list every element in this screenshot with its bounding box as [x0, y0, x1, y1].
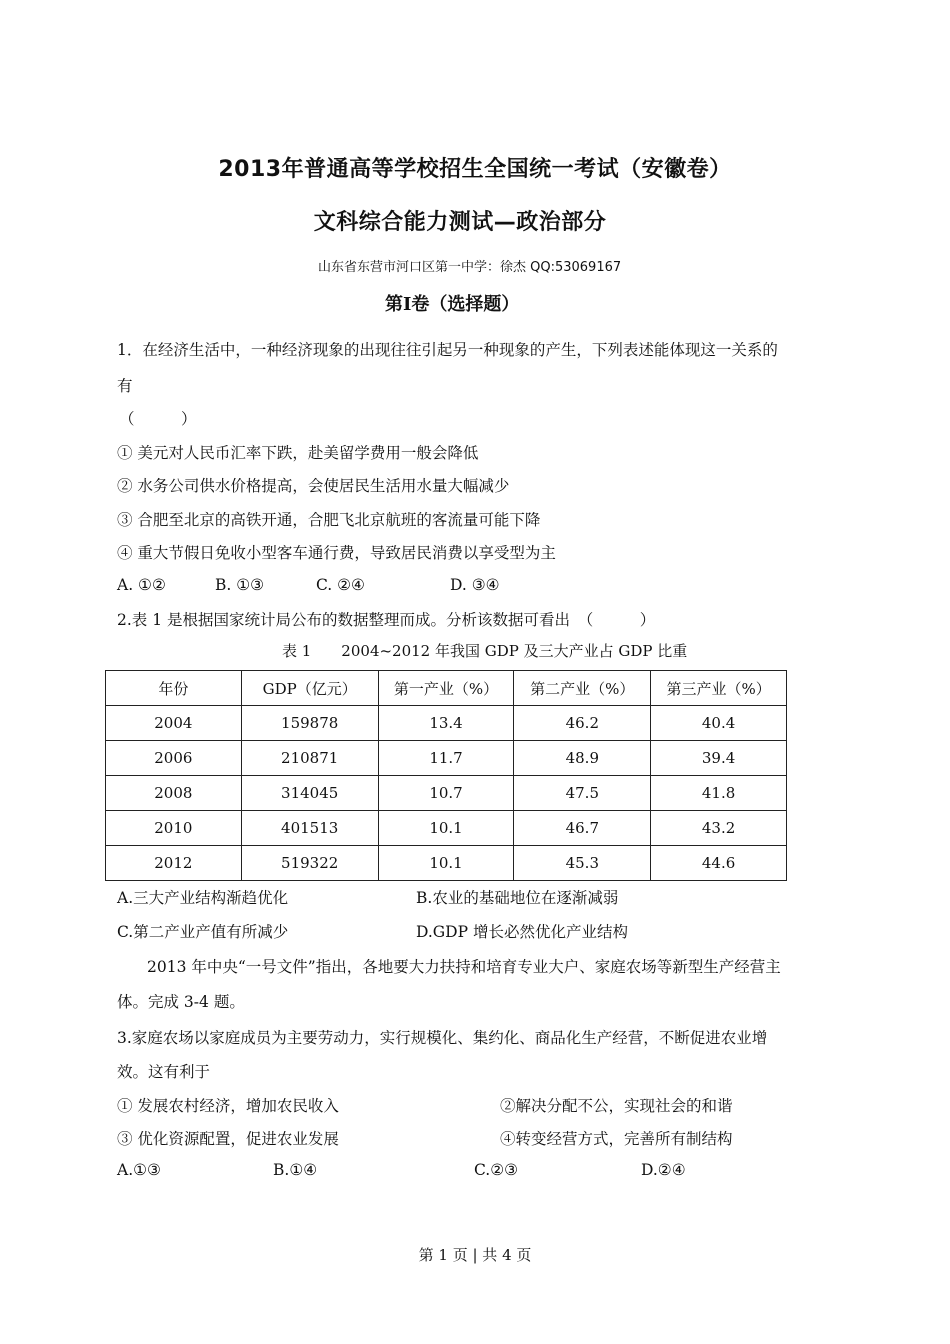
- q1-item-2: ② 水务公司供水价格提高，会使居民生活用水量大幅减少: [117, 477, 510, 495]
- q3-option-d: D.②④: [641, 1161, 686, 1179]
- table-header-cell: 第三产业（%）: [651, 671, 787, 706]
- table-cell: 43.2: [651, 811, 787, 846]
- q1-item-4: ④ 重大节假日免收小型客车通行费，导致居民消费以享受型为主: [117, 544, 556, 562]
- q3-stem: 3.家庭农场以家庭成员为主要劳动力，实行规模化、集约化、商品化生产经营，不断促进农业增: [117, 1029, 768, 1047]
- q3-item-2: ②解决分配不公，实现社会的和谐: [500, 1097, 733, 1115]
- passage-text-cont: 体。完成 3-4 题。: [117, 993, 245, 1011]
- q1-stem: 1．在经济生活中，一种经济现象的出现往往引起另一种现象的产生，下列表述能体现这一关系的: [117, 341, 778, 359]
- table-header-cell: GDP（亿元）: [241, 671, 378, 706]
- table-cell: 314045: [241, 776, 378, 811]
- table-cell: 44.6: [651, 846, 787, 881]
- q3-item-3: ③ 优化资源配置，促进农业发展: [117, 1130, 339, 1148]
- table-header-cell: 第二产业（%）: [514, 671, 651, 706]
- q1-stem-cont: 有: [117, 377, 133, 395]
- table-cell: 2004: [106, 706, 242, 741]
- table-cell: 2012: [106, 846, 242, 881]
- table-row: [106, 846, 787, 881]
- q3-option-b: B.①④: [273, 1161, 318, 1179]
- q3-option-c: C.②③: [474, 1161, 519, 1179]
- table-cell: 2010: [106, 811, 242, 846]
- q3-item-4: ④转变经营方式，完善所有制结构: [500, 1130, 733, 1148]
- table-cell: 10.7: [378, 776, 514, 811]
- table-cell: 159878: [241, 706, 378, 741]
- table-cell: 41.8: [651, 776, 787, 811]
- volume-heading: 第Ⅰ卷（选择题）: [385, 294, 520, 315]
- q2-stem: 2.表 1 是根据国家统计局公布的数据整理而成。分析该数据可看出 （ ）: [117, 611, 656, 629]
- page-footer: 第 1 页 | 共 4 页: [418, 1246, 532, 1264]
- table-row: [106, 811, 787, 846]
- table-cell: 519322: [241, 846, 378, 881]
- table-caption: 表 1 2004~2012 年我国 GDP 及三大产业占 GDP 比重: [282, 642, 688, 660]
- table-cell: 39.4: [651, 741, 787, 776]
- table-cell: 46.2: [514, 706, 651, 741]
- table-cell: 40.4: [651, 706, 787, 741]
- table-cell: 10.1: [378, 846, 514, 881]
- table-cell: 48.9: [514, 741, 651, 776]
- table-cell: 46.7: [514, 811, 651, 846]
- table-header-row: [106, 671, 787, 706]
- q2-option-c: C.第二产业产值有所减少: [117, 923, 289, 941]
- table-cell: 10.1: [378, 811, 514, 846]
- q2-option-a: A.三大产业结构渐趋优化: [117, 889, 289, 907]
- q1-item-3: ③ 合肥至北京的高铁开通，合肥飞北京航班的客流量可能下降: [117, 511, 541, 529]
- table-cell: 210871: [241, 741, 378, 776]
- table-header-cell: 第一产业（%）: [378, 671, 514, 706]
- exam-subtitle: 文科综合能力测试—政治部分: [313, 210, 607, 235]
- q1-option-b: B. ①③: [215, 576, 265, 594]
- table-row: [106, 776, 787, 811]
- table-cell: 2008: [106, 776, 242, 811]
- q2-option-d: D.GDP 增长必然优化产业结构: [416, 923, 628, 941]
- q1-item-1: ① 美元对人民币汇率下跌，赴美留学费用一般会降低: [117, 444, 479, 462]
- passage-text: 2013 年中央“一号文件”指出，各地要大力扶持和培育专业大户、家庭农场等新型生产经营主: [147, 958, 781, 976]
- author-line: 山东省东营市河口区第一中学：徐杰 QQ:53069167: [318, 260, 622, 275]
- table-cell: 401513: [241, 811, 378, 846]
- q2-option-b: B.农业的基础地位在逐渐减弱: [416, 889, 619, 907]
- q3-item-1: ① 发展农村经济，增加农民收入: [117, 1097, 339, 1115]
- q1-option-d: D. ③④: [450, 576, 500, 594]
- q1-answer-paren: （ ）: [119, 410, 197, 428]
- table-cell: 11.7: [378, 741, 514, 776]
- gdp-table: [105, 670, 787, 881]
- table-cell: 47.5: [514, 776, 651, 811]
- table-row: [106, 741, 787, 776]
- table-cell: 45.3: [514, 846, 651, 881]
- table-row: [106, 706, 787, 741]
- q1-option-a: A. ①②: [117, 576, 166, 594]
- q3-stem-cont: 效。这有利于: [117, 1063, 211, 1081]
- table-header-cell: 年份: [106, 671, 242, 706]
- table-cell: 13.4: [378, 706, 514, 741]
- table-cell: 2006: [106, 741, 242, 776]
- q3-option-a: A.①③: [117, 1161, 161, 1179]
- q1-option-c: C. ②④: [316, 576, 365, 594]
- exam-title: 2013年普通高等学校招生全国统一考试（安徽卷）: [218, 157, 732, 182]
